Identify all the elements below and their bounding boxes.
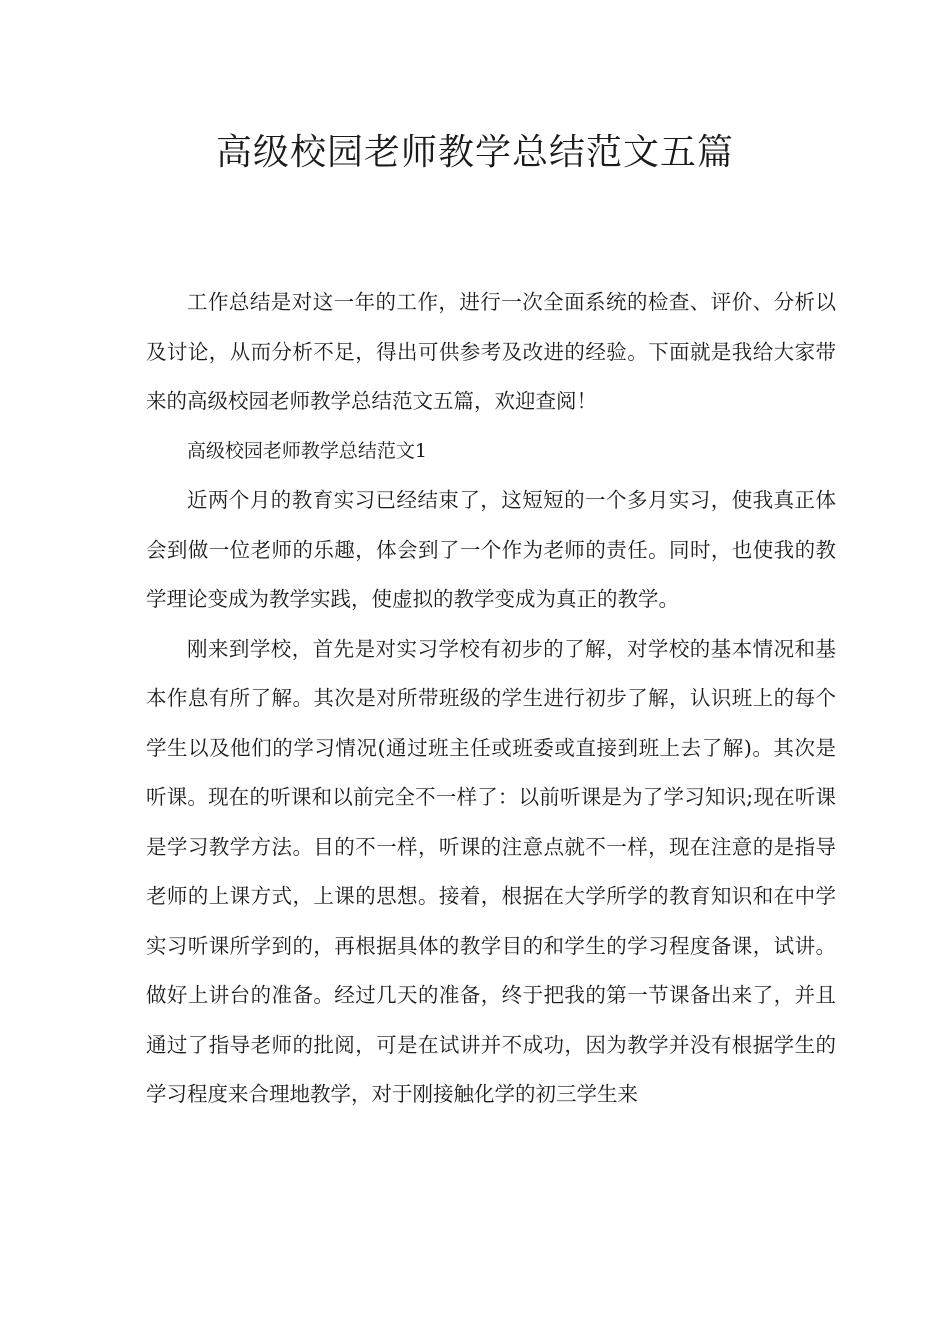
document-title: 高级校园老师教学总结范文五篇: [215, 132, 734, 173]
document-body: [146, 278, 836, 1120]
body-paragraph-2: 刚来到学校，首先是对实习学校有初步的了解，对学校的基本情况和基本作息有所了解。其次是对所带班级的学生进行初步了解，认识班上的每个学生以及他们的学习情况(通过班主任或班委或直接到班上去了解)。其次是听课。现在的听课和以前完全不一样了：以前听课是为了学习知识;现在听课是学习教学方法。目的不一样，听课的注意点就不一样，现在注意的是指导老师的上课方式，上课的思想。接着，根据在大学所学的教育知识和在中学实习听课所学到的，再根据具体的教学目的和学生的学习程度备课，试讲。做好上讲台的准备。经过几天的准备，终于把我的第一节课备出来了，并且通过了指导老师的批阅，可是在试讲并不成功，因为教学并没有根据学生的学习程度来合理地教学，对于刚接触化学的初三学生来: [146, 636, 836, 1106]
intro-paragraph: 工作总结是对这一年的工作，进行一次全面系统的检查、评价、分析以及讨论，从而分析不足，得出可供参考及改进的经验。下面就是我给大家带来的高级校园老师教学总结范文五篇，欢迎查阅！: [146, 290, 836, 413]
body-paragraph-1: 近两个月的教育实习已经结束了，这短短的一个多月实习，使我真正体会到做一位老师的乐趣，体会到了一个作为老师的责任。同时，也使我的教学理论变成为教学实践，使虚拟的教学变成为真正的教学。: [146, 488, 836, 611]
section-heading: 高级校园老师教学总结范文1: [186, 439, 427, 462]
